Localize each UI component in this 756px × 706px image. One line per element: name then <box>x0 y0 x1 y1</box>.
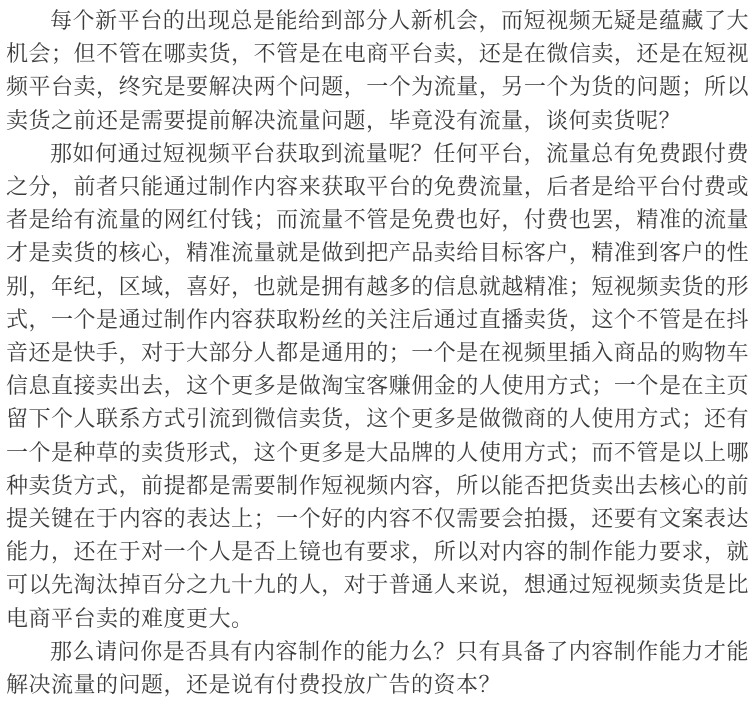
paragraph-question: 那么请问你是否具有内容制作的能力么？只有具备了内容制作能力才能解决流量的问题，还是说有付费投放广告的资本？ <box>6 638 749 698</box>
paragraph-main: 那如何通过短视频平台获取到流量呢？任何平台，流量总有免费跟付费之分，前者只能通过制作内容来获取平台的免费流量，后者是给平台付费或者是给有流量的网红付钱；而流量不管是免费也好，付费也罢，精准的流量才是卖货的核心，精准流量就是做到把产品卖给目标客户，精准到客户的性别，年纪，区域，喜好，也就是拥有越多的信息就越精准；短视频卖货的形式，一个是通过制作内容获取粉丝的关注后通过直播卖货，这个不管是在抖音还是快手，对于大部分人都是通用的；一个是在视频里插入商品的购物车信息直接卖出去，这个更多是做淘宝客赚佣金的人使用方式；一个是在主页留下个人联系方式引流到微信卖货，这个更多是做微商的人使用方式；还有一个是种草的卖货形式，这个更多是大品牌的人使用方式；而不管是以上哪种卖货方式，前提都是需要制作短视频内容，所以能否把货卖出去核心的前提关键在于内容的表达上；一个好的内容不仅需要会拍摄，还要有文案表达能力，还在于对一个人是否上镜也有要求，所以对内容的制作能力要求，就可以先淘汰掉百分之九十九的人，对于普通人来说，想通过短视频卖货是比电商平台卖的难度更大。 <box>6 140 749 631</box>
paragraph-intro: 每个新平台的出现总是能给到部分人新机会，而短视频无疑是蕴藏了大机会；但不管在哪卖货，不管是在电商平台卖，还是在微信卖，还是在短视频平台卖，终究是要解决两个问题，一个为流量，另一个为货的问题；所以卖货之前还是需要提前解决流量问题，毕竟没有流量，谈何卖货呢？ <box>6 8 749 133</box>
